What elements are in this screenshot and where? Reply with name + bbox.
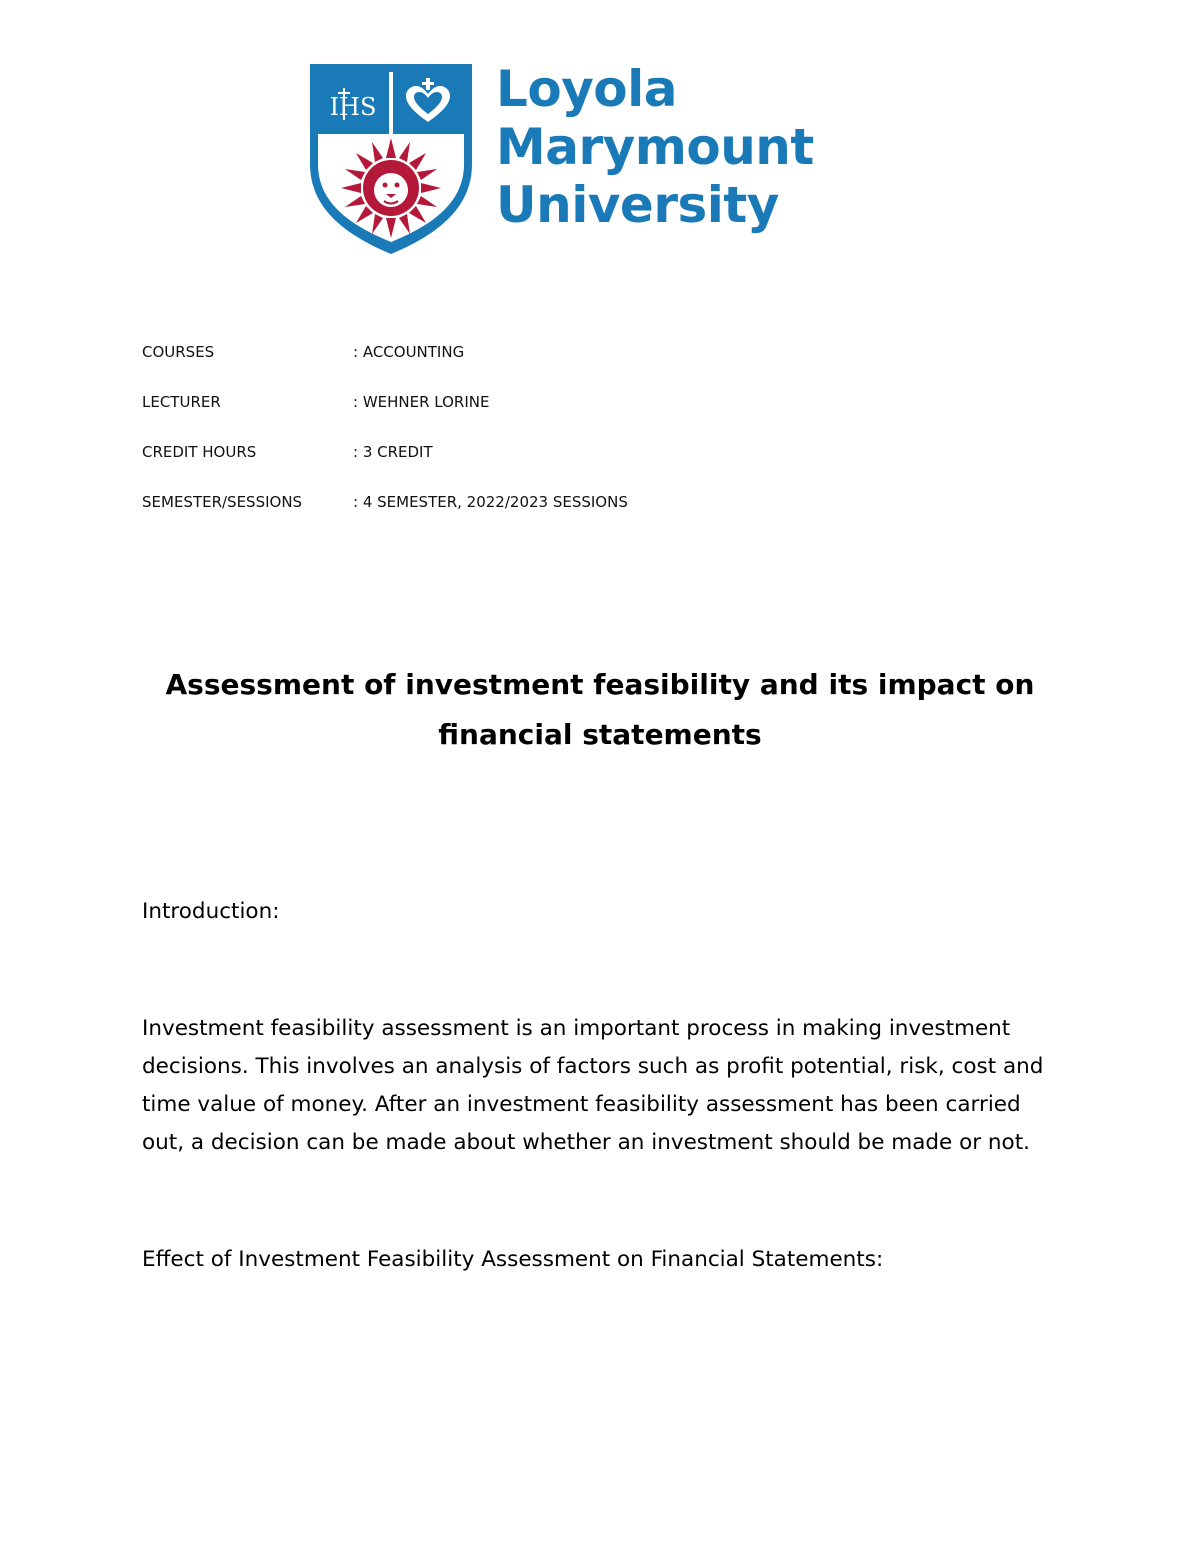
introduction-paragraph <box>142 1010 1062 1162</box>
info-row-lecturer <box>142 393 1042 443</box>
info-label: CREDIT HOURS <box>142 443 257 461</box>
paragraph-line: Investment feasibility assessment is an important process in making investment <box>142 1016 1011 1041</box>
lmu-shield-icon <box>306 60 476 256</box>
paragraph-line: decisions. This involves an analysis of factors such as profit potential, risk, cost and <box>142 1054 1044 1079</box>
wordmark-line-3: University <box>496 176 779 234</box>
title-line-2: financial statements <box>438 718 762 751</box>
info-row-semester <box>142 493 1042 543</box>
wordmark-line-2: Marymount <box>496 118 814 176</box>
course-info <box>142 343 1042 543</box>
info-row-courses <box>142 343 1042 393</box>
university-wordmark <box>496 60 836 234</box>
university-logo <box>306 60 826 260</box>
info-label: COURSES <box>142 343 215 361</box>
info-label: LECTURER <box>142 393 221 411</box>
title-line-1: Assessment of investment feasibility and its impact on <box>165 668 1035 701</box>
info-value: : WEHNER LORINE <box>353 393 490 411</box>
document-title <box>142 660 1058 760</box>
paragraph-line: out, a decision can be made about whether an investment should be made or not. <box>142 1130 1030 1155</box>
info-value: : 3 CREDIT <box>353 443 433 461</box>
info-row-credit-hours <box>142 443 1042 493</box>
info-value: : 4 SEMESTER, 2022/2023 SESSIONS <box>353 493 628 511</box>
effect-heading: Effect of Investment Feasibility Assessment on Financial Statements: <box>142 1247 884 1272</box>
introduction-heading: Introduction: <box>142 899 280 924</box>
paragraph-line: time value of money. After an investment feasibility assessment has been carried <box>142 1092 1021 1117</box>
info-value: : ACCOUNTING <box>353 343 465 361</box>
svg-text:IHS: IHS <box>329 93 377 121</box>
info-label: SEMESTER/SESSIONS <box>142 493 303 511</box>
wordmark-line-1: Loyola <box>496 60 678 118</box>
